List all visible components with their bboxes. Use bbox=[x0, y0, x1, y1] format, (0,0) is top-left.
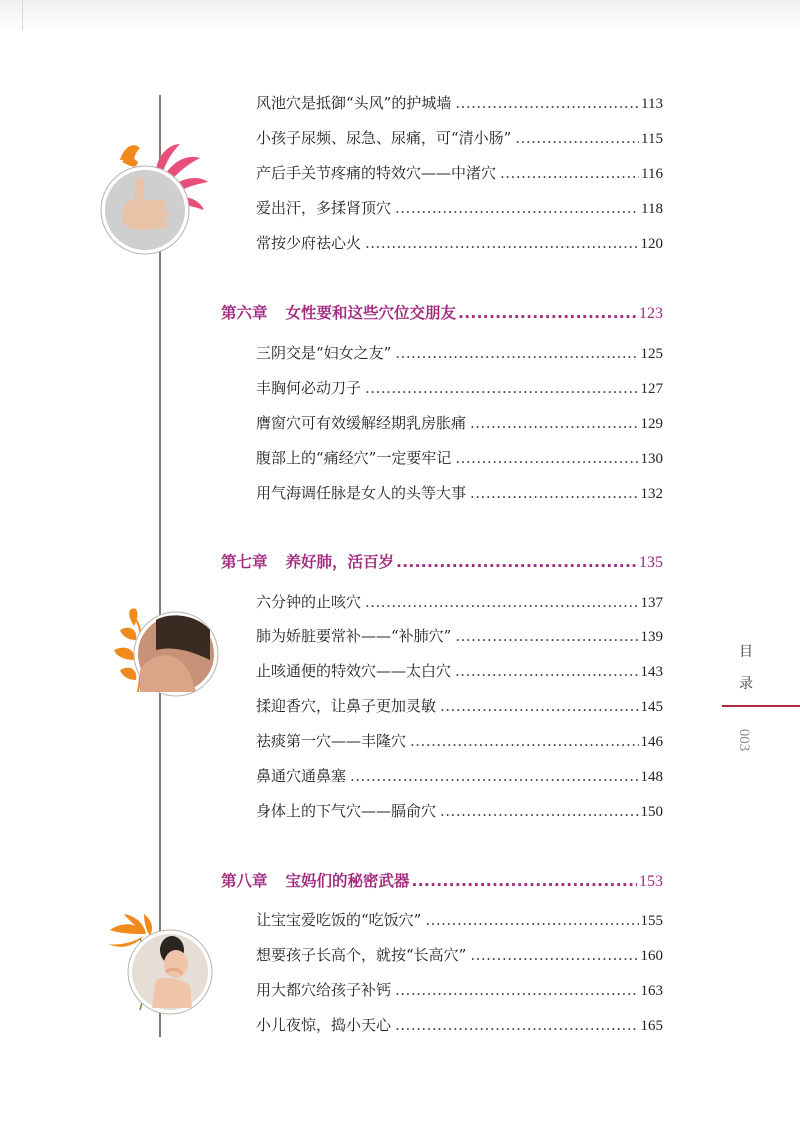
toc-entry-title: 止咳通便的特效穴——太白穴 bbox=[256, 662, 452, 680]
chapter-heading-6[interactable] bbox=[221, 298, 663, 328]
toc-entry[interactable] bbox=[256, 940, 663, 970]
chapter-title: 宝妈们的秘密武器 bbox=[285, 872, 410, 890]
toc-entry-page: 116 bbox=[641, 166, 663, 182]
dot-leader bbox=[365, 228, 638, 258]
dot-leader bbox=[455, 88, 639, 118]
dot-leader bbox=[470, 408, 638, 438]
toc-entry-title: 爱出汗，多揉肾顶穴 bbox=[256, 199, 392, 217]
dot-leader bbox=[470, 478, 638, 508]
toc-entry-title: 揉迎香穴，让鼻子更加灵敏 bbox=[256, 697, 437, 715]
toc-entry-title: 鼻通穴通鼻塞 bbox=[256, 767, 347, 785]
toc-entry-title: 产后手关节疼痛的特效穴——中渚穴 bbox=[256, 164, 497, 182]
chapter-title: 女性要和这些穴位交朋友 bbox=[285, 304, 457, 322]
page-number: 003 bbox=[736, 728, 752, 752]
chapter-number: 第七章 bbox=[221, 553, 268, 571]
dot-leader bbox=[458, 298, 637, 328]
toc-entry-title: 腹部上的“痛经穴”一定要牢记 bbox=[256, 449, 452, 467]
toc-entry-page: 120 bbox=[640, 236, 663, 252]
chapter-page: 135 bbox=[639, 554, 663, 571]
toc-entry-page: 148 bbox=[640, 769, 663, 785]
toc-entry-title: 小孩子尿频、尿急、尿痛，可“清小肠” bbox=[256, 129, 512, 147]
dot-leader bbox=[440, 796, 638, 826]
toc-entry-title: 祛痰第一穴——丰隆穴 bbox=[256, 732, 407, 750]
section-label bbox=[736, 636, 756, 700]
toc-entry[interactable] bbox=[256, 408, 663, 438]
chapter-page: 123 bbox=[639, 305, 663, 322]
toc-entry-title: 肺为娇脏要常补——“补肺穴” bbox=[256, 627, 452, 645]
toc-entry[interactable] bbox=[256, 905, 663, 935]
section-label-char-1: 目 bbox=[739, 644, 753, 660]
toc-entry[interactable] bbox=[256, 123, 663, 153]
toc-entry-page: 113 bbox=[641, 96, 663, 112]
dot-leader bbox=[412, 866, 637, 896]
toc-entry[interactable] bbox=[256, 228, 663, 258]
toc-entry-title: 风池穴是抵御“头风”的护城墙 bbox=[256, 94, 452, 112]
toc-entry-title: 让宝宝爱吃饭的“吃饭穴” bbox=[256, 911, 422, 929]
dot-leader bbox=[395, 975, 638, 1005]
toc-entry-page: 139 bbox=[640, 629, 663, 645]
toc-entry-title: 用气海调任脉是女人的头等大事 bbox=[256, 484, 467, 502]
toc-entry-page: 115 bbox=[641, 131, 663, 147]
toc-entry[interactable] bbox=[256, 621, 663, 651]
toc-entry[interactable] bbox=[256, 443, 663, 473]
toc-entry-page: 150 bbox=[640, 804, 663, 820]
toc-entry-title: 六分钟的止咳穴 bbox=[256, 593, 362, 611]
dot-leader bbox=[395, 193, 639, 223]
dot-leader bbox=[440, 691, 638, 721]
toc-entry-page: 127 bbox=[640, 381, 663, 397]
section-rule bbox=[722, 705, 800, 707]
dot-leader bbox=[410, 726, 638, 756]
chapter-number: 第六章 bbox=[221, 304, 268, 322]
toc-entry[interactable] bbox=[256, 373, 663, 403]
dot-leader bbox=[515, 123, 639, 153]
dot-leader bbox=[455, 443, 638, 473]
chapter-title: 养好肺，活百岁 bbox=[285, 553, 395, 571]
toc-entry-page: 165 bbox=[640, 1018, 663, 1034]
chapter-number: 第八章 bbox=[221, 872, 268, 890]
toc-entry-page: 129 bbox=[640, 416, 663, 432]
chapter-heading-8[interactable] bbox=[221, 866, 663, 896]
toc-entry[interactable] bbox=[256, 726, 663, 756]
toc-entry-page: 118 bbox=[641, 201, 663, 217]
toc-entry[interactable] bbox=[256, 193, 663, 223]
toc-entry-title: 用大都穴给孩子补钙 bbox=[256, 981, 392, 999]
chapter-page: 153 bbox=[639, 873, 663, 890]
toc-entry-title: 三阴交是“妇女之友” bbox=[256, 344, 392, 362]
toc-entry-page: 143 bbox=[640, 664, 663, 680]
toc-entry-title: 身体上的下气穴——膈俞穴 bbox=[256, 802, 437, 820]
toc-entry[interactable] bbox=[256, 975, 663, 1005]
toc-entry-title: 小儿夜惊，捣小天心 bbox=[256, 1016, 392, 1034]
dot-leader bbox=[395, 1010, 638, 1040]
dot-leader bbox=[396, 547, 637, 577]
toc-entry-page: 163 bbox=[640, 983, 663, 999]
dot-leader bbox=[470, 940, 638, 970]
toc-entry[interactable] bbox=[256, 761, 663, 791]
dot-leader bbox=[425, 905, 638, 935]
dot-leader bbox=[395, 338, 638, 368]
toc-entry-page: 160 bbox=[640, 948, 663, 964]
toc-entry-page: 145 bbox=[640, 699, 663, 715]
dot-leader bbox=[500, 158, 639, 188]
toc-entry[interactable] bbox=[256, 338, 663, 368]
dot-leader bbox=[350, 761, 638, 791]
toc-entry-title: 常按少府祛心火 bbox=[256, 234, 362, 252]
toc-entry[interactable] bbox=[256, 158, 663, 188]
toc-entry[interactable] bbox=[256, 691, 663, 721]
toc-entry-page: 132 bbox=[640, 486, 663, 502]
toc-entry-page: 155 bbox=[640, 913, 663, 929]
section-label-char-2: 录 bbox=[739, 676, 753, 692]
toc-entry[interactable] bbox=[256, 478, 663, 508]
toc-entry[interactable] bbox=[256, 587, 663, 617]
dot-leader bbox=[455, 656, 638, 686]
toc-entry[interactable] bbox=[256, 656, 663, 686]
toc-entry[interactable] bbox=[256, 796, 663, 826]
toc-entry-page: 146 bbox=[640, 734, 663, 750]
toc-entry-page: 125 bbox=[640, 346, 663, 362]
toc-entry[interactable] bbox=[256, 1010, 663, 1040]
toc-entry-title: 膺窗穴可有效缓解经期乳房胀痛 bbox=[256, 414, 467, 432]
dot-leader bbox=[455, 621, 638, 651]
dot-leader bbox=[365, 373, 638, 403]
dot-leader bbox=[365, 587, 638, 617]
toc-entry-page: 130 bbox=[640, 451, 663, 467]
toc-entry-title: 丰胸何必动刀子 bbox=[256, 379, 362, 397]
toc-entry[interactable] bbox=[256, 88, 663, 118]
toc-entry-title: 想要孩子长高个，就按“长高穴” bbox=[256, 946, 467, 964]
toc-entry-page: 137 bbox=[640, 595, 663, 611]
chapter-heading-7[interactable] bbox=[221, 547, 663, 577]
